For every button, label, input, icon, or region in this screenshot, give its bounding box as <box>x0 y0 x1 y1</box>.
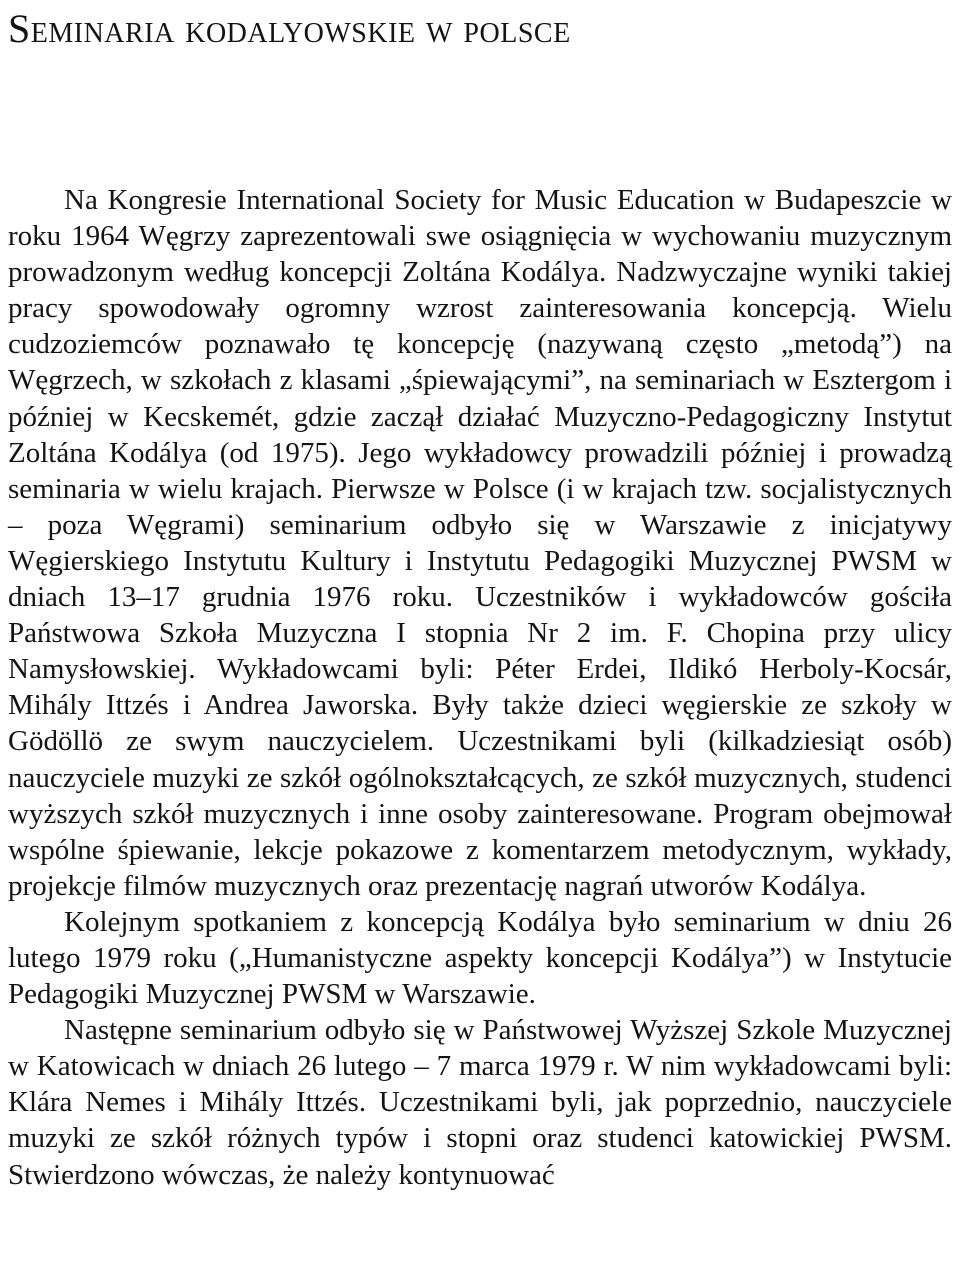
paragraph-isme-congress: Na Kongresie International Society for Music Education w Budapeszcie w roku 1964 Węgrzy zaprezentowali swe osiągnięcia w wychowaniu muzycznym prowadzonym według koncepcji Zoltána Kodálya. Nadzwyczajne wyniki takiej pracy spowodowały ogromny wzrost zainteresowania koncepcją. Wielu cudzoziemców poznawało tę koncepcję (nazywaną często „metodą”) na Węgrzech, w szkołach z klasami „śpiewającymi”, na seminariach w Esztergom i później w Kecskemét, gdzie zaczął działać Muzyczno-Pedagogiczny Instytut Zoltána Kodálya (od 1975). Jego wykładowcy prowadzili później i prowadzą seminaria w wielu krajach. Pierwsze w Polsce (i w krajach tzw. socjalistycznych – poza Węgrami) seminarium odbyło się w Warszawie z inicjatywy Węgierskiego Instytutu Kultury i Instytutu Pedagogiki Muzycznej PWSM w dniach 13–17 grudnia 1976 roku. Uczestników i wykładowców gościła Państwowa Szkoła Muzyczna I stopnia Nr 2 im. F. Chopina przy ulicy Namysłowskiej. Wykładowcami byli: Péter Erdei, Ildikó Herboly-Kocsár, Mihály Ittzés i Andrea Jaworska. Były także dzieci węgierskie ze szkoły w Gödöllö ze swym nauczycielem. Uczestnikami byli (kilkadziesiąt osób) nauczyciele muzyki ze szkół ogólnokształcących, ze szkół muzycznych, studenci wyższych szkół muzycznych i inne osoby zainteresowane. Program obejmował wspólne śpiewanie, lekcje pokazowe z komentarzem metodycznym, wykłady, projekcje filmów muzycznych oraz prezentację nagrań utworów Kodálya. <box>8 184 952 902</box>
document-page <box>8 0 952 1191</box>
paragraph-1979-warsaw-seminar: Kolejnym spotkaniem z koncepcją Kodálya było seminarium w dniu 26 lutego 1979 roku („Humanistyczne aspekty koncepcji Kodálya”) w Instytucie Pedagogiki Muzycznej PWSM w Warszawie. <box>8 905 952 1011</box>
page-title: Seminaria kodalyowskie w polsce <box>8 6 571 51</box>
paragraph-katowice-seminar: Następne seminarium odbyło się w Państwowej Wyższej Szkole Muzycznej w Katowicach w dniach 26 lutego – 7 marca 1979 r. W nim wykładowcami byli: Klára Nemes i Mihály Ittzés. Uczestnikami byli, jak poprzednio, nauczyciele muzyki ze szkół różnych typów i stopni oraz studenci katowickiej PWSM. Stwierdzono wówczas, że należy kontynuować <box>8 1014 952 1191</box>
article-body <box>8 182 952 1193</box>
